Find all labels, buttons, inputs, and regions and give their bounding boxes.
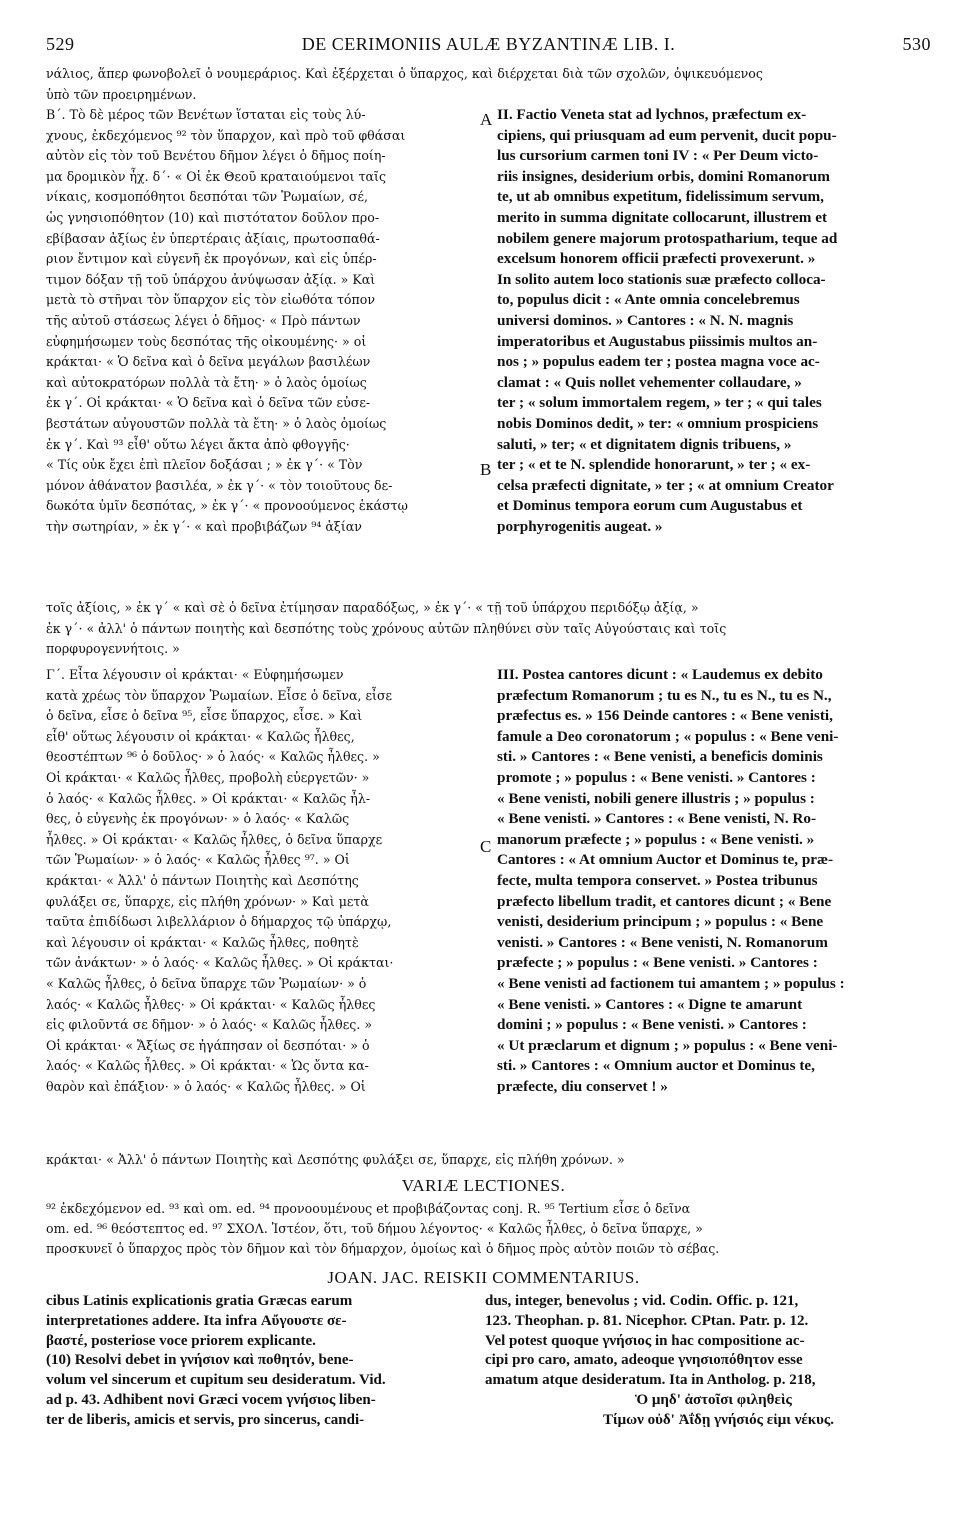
text-line: ter ; « solum immortalem regem, » ter ; « qui tales xyxy=(497,394,822,412)
text-line: ἦλθες. » Οἱ κράκται· « Καλῶς ἦλθες, ὁ δεῖνα ὕπαρχε xyxy=(46,831,383,847)
text-line: « Bene venisti, nobili genere illustris ; » populus : xyxy=(497,789,815,807)
margin-letter-a: A xyxy=(480,110,493,129)
latin-section-b xyxy=(497,105,937,537)
text-line: In solito autem loco stationis suæ præfecto colloca- xyxy=(497,270,826,288)
text-line: riis insignes, desiderium orbis, domini Romanorum xyxy=(497,167,830,185)
text-line: καὶ λέγουσιν οἱ κράκται· « Καλῶς ἦλθες, ποθητὲ xyxy=(46,934,359,950)
text-line: nobis Dominos dedit, » ter: « omnium prospiciens xyxy=(497,414,819,432)
text-line: θεοστέπτων ⁹⁶ ὁ δοῦλος· » ὁ λαός· « Καλῶς ἦλθες. » xyxy=(46,749,380,765)
text-line: Β΄. Τὸ δὲ μέρος τῶν Βενέτων ἵσταται εἰς τοὺς λύ- xyxy=(46,107,366,122)
text-line: Οἱ κράκται· « Καλῶς ἦλθες, προβολὴ εὐεργετῶν· » xyxy=(46,769,370,785)
text-line: fecte, multa tempora conservet. » Postea tribunus xyxy=(497,871,818,889)
text-line: ριον ἔντιμον καὶ εὐγενῆ ἐκ προγόνων, καὶ εἰς ὑπέρ- xyxy=(46,251,377,267)
text-line: manorum præfecte ; » populus : « Bene venisti. » xyxy=(497,830,815,848)
text-line: Ὁ μηδ' ἀστοῖσι φιληθεὶς xyxy=(635,1391,792,1408)
text-line: celsa præfecti dignitate, » ter ; « at omnium Creator xyxy=(497,476,834,494)
text-line: προσκυνεῖ ὁ ὕπαρχος πρὸς τὸν δῆμον καὶ τὸν δήμαρχον, ὁμοίως καὶ ὁ δῆμος πρὸς αὐτὸν ποιῶν τὸ σέβας. xyxy=(46,1241,720,1256)
text-line: « Bene venisti ad factionem tui amantem ; » populus : xyxy=(497,974,845,992)
text-line: ὡς γνησιοπόθητον (10) καὶ πιστότατον δοῦλον προ- xyxy=(46,209,380,225)
page-number-right: 530 xyxy=(902,34,931,54)
text-line: ter de liberis, amicis et servis, pro sincerus, candi- xyxy=(46,1411,365,1428)
text-line: τιμον δόξαν τῇ τοῦ ὑπάρχου ἀνύψωσαν ἀξίᾳ. » Καὶ xyxy=(46,271,376,287)
text-line: μόνον ἀθάνατον βασιλέα, » ἐκ γ΄· « τὸν τοιοῦτους δε- xyxy=(46,477,393,493)
text-line: nobilem genere majorum protospatharium, teque ad xyxy=(497,229,838,247)
text-line: Τίμων οὐδ' Ἀΐδῃ γνήσιός εἰμι νέκυς. xyxy=(603,1411,834,1428)
text-line: domini ; » populus : « Bene venisti. » Cantores : xyxy=(497,1016,807,1034)
text-line: nos ; » populus eadem ter ; postea magna voce ac- xyxy=(497,353,820,371)
text-line: cipiens, qui priusquam ad eum pervenit, ducit popu- xyxy=(497,126,837,144)
text-line: præfecte, diu conservet ! » xyxy=(497,1077,668,1095)
text-line: præfectum Romanorum ; tu es N., tu es N., tu es N., xyxy=(497,686,832,704)
text-line: 123. Theophan. p. 81. Nicephor. CPtan. Patr. p. 12. xyxy=(485,1312,809,1329)
text-line: (10) Resolvi debet in γνήσιον καὶ ποθητόν, bene- xyxy=(46,1352,354,1369)
text-line: porphyrogenitis augeat. » xyxy=(497,517,663,535)
text-line: ter ; « et te N. splendide honorarunt, » ter ; « ex- xyxy=(497,456,811,474)
text-line: volum vel sincerum et cupitum seu desideratum. Vid. xyxy=(46,1372,386,1389)
text-line: ὁ δεῖνα, εἶσε ὁ δεῖνα ⁹⁵, εἶσε ὕπαρχος, εἶσε. » Καὶ xyxy=(46,708,363,724)
text-line: « Καλῶς ἦλθες, ὁ δεῖνα ὕπαρχε τῶν Ῥωμαίων· » ὁ xyxy=(46,975,367,991)
text-line: Γ΄. Εἶτα λέγουσιν οἱ κράκται· « Εὐφημήσωμεν xyxy=(46,667,344,682)
text-line: ὁ λαός· « Καλῶς ἦλθες. » Οἱ κράκται· « Καλῶς ἦλ- xyxy=(46,790,371,806)
text-line: II. Factio Veneta stat ad lychnos, præfectum ex- xyxy=(497,106,807,123)
text-line: sti. » Cantores : « Bene venisti, a beneficis dominis xyxy=(497,748,823,766)
text-line: εβίβασαν ἀξίως ἐν ὑπερτέραις ἀξίαις, πρωτοσπαθά- xyxy=(46,230,380,246)
text-line: te, ut ab omnibus expetitum, fidelissimum servum, xyxy=(497,188,824,206)
commentary-right xyxy=(485,1292,937,1431)
greek-continuation-b xyxy=(46,598,936,660)
text-line: βεστάτων αὐγουστῶν πολλὰ τὰ ἔτη· » ὁ λαὸς ὁμοίως xyxy=(46,415,387,431)
text-line: χνους, ἐκδεχόμενος ⁹² τὸν ὕπαρχον, καὶ πρὸ τοῦ φθάσαι xyxy=(46,127,406,143)
text-line: præfecte ; » populus : « Bene venisti. » Cantores : xyxy=(497,954,818,972)
text-line: εἶθ' οὕτως λέγουσιν οἱ κράκται· « Καλῶς ἦλθες, xyxy=(46,728,355,744)
text-line: ad p. 43. Adhibent novi Græci vocem γνήσιος liben- xyxy=(46,1391,376,1408)
commentary-left xyxy=(46,1292,471,1431)
greek-section-b xyxy=(46,105,476,537)
text-line: νάλιος, ἅπερ φωνοβολεῖ ὁ νουμεράριος. Καὶ ἐξέρχεται ὁ ὕπαρχος, καὶ διέρχεται διὰ τῶν σχολῶν, ὀψικευόμενος xyxy=(46,66,763,81)
latin-section-c xyxy=(497,665,937,1097)
text-line: to, populus dicit : « Ante omnia concelebremus xyxy=(497,291,800,309)
text-line: πορφυρογεννήτοις. » xyxy=(46,641,180,657)
text-line: imperatoribus et Augustabus piissimis multos an- xyxy=(497,332,818,350)
text-line: τῆς αὐτοῦ στάσεως λέγει ὁ δῆμος· « Πρὸ πάντων xyxy=(46,312,361,328)
text-line: λαός· « Καλῶς ἦλθες· » Οἱ κράκται· « Καλῶς ἦλθες xyxy=(46,996,376,1012)
running-title: DE CERIMONIIS AULÆ BYZANTINÆ LIB. I. xyxy=(301,34,676,54)
text-line: Cantores : « At omnium Auctor et Dominus te, præ- xyxy=(497,851,834,869)
text-line: cibus Latinis explicationis gratia Græcas earum xyxy=(46,1293,353,1309)
page-number-left: 529 xyxy=(46,34,75,54)
greek-continuation-c xyxy=(46,1150,936,1171)
commentary-heading: JOAN. JAC. REISKII COMMENTARIUS. xyxy=(327,1268,640,1287)
text-line: dus, integer, benevolus ; vid. Codin. Offic. p. 121, xyxy=(485,1293,799,1309)
text-line: αὐτὸν εἰς τὸν τοῦ Βενέτου δῆμον λέγει ὁ δῆμος ποίη- xyxy=(46,148,386,164)
text-line: « Bene venisti. » Cantores : « Bene venisti, N. Ro- xyxy=(497,810,817,828)
variae-lectiones-heading: VARIÆ LECTIONES. xyxy=(401,1176,566,1195)
text-line: famule a Deo coronatorum ; « populus : « Bene veni- xyxy=(497,727,839,745)
text-line: præfectus es. » 156 Deinde cantores : « Bene venisti, xyxy=(497,707,833,725)
text-line: merito in summa dignitate collocarunt, illustrem et xyxy=(497,208,828,226)
text-line: δωκότα ὑμῖν δεσπότας, » ἐκ γ΄· « προνοούμενος ἑκάστῳ xyxy=(46,498,408,514)
text-line: lus cursorium carmen toni IV : « Per Deum victo- xyxy=(497,147,819,165)
text-line: Οἱ κράκται· « Ἄξίως σε ἠγάπησαν οἱ δεσπόται· » ὁ xyxy=(46,1037,370,1053)
text-line: καὶ αὐτοκρατόρων πολλὰ τὰ ἔτη· » ὁ λαὸς ὁμοίως xyxy=(46,374,367,390)
intro-paragraph xyxy=(46,64,936,105)
text-line: νίκαις, κοσμοπόθητοι δεσπόται τῶν Ῥωμαίων, σέ, xyxy=(46,189,369,205)
text-line: μα δρομικὸν ἦχ. δ΄· « Οἱ ἐκ Θεοῦ κραταιούμενοι ταῖς xyxy=(46,168,387,184)
text-line: amatum atque desideratum. Ita in Antholog. p. 218, xyxy=(485,1372,816,1389)
text-line: ὑπὸ τῶν προειρημένων. xyxy=(46,86,197,102)
text-line: κράκται· « Ἀλλ' ὁ πάντων Ποιητὴς καὶ Δεσπότης φυλάξει σε, ὕπαρχε, εἰς πλήθη χρόνων. » xyxy=(46,1152,625,1167)
text-line: « Τίς οὐκ ἔχει ἐπὶ πλεῖον δοξάσαι ; » ἐκ γ΄· « Τὸν xyxy=(46,457,363,473)
text-line: cipi pro caro, amato, adeoque γνησιοπόθητον esse xyxy=(485,1352,803,1369)
text-line: ἐκ γ΄. Καὶ ⁹³ εἶθ' οὕτω λέγει ἄκτα ἀπὸ φθογγῆς· xyxy=(46,436,350,452)
text-line: εἰς φιλοῦντά σε δῆμον· » ὁ λαός· « Καλῶς ἦλθες. » xyxy=(46,1017,373,1033)
text-line: clamat : « Quis nollet vehementer collaudare, » xyxy=(497,373,802,391)
variae-lectiones xyxy=(46,1199,936,1259)
text-line: præfecto libellum tradit, et cantores dicunt ; « Bene xyxy=(497,892,832,910)
text-line: τῶν ἀνάκτων· » ὁ λαός· « Καλῶς ἦλθες. » Οἱ κράκται· xyxy=(46,955,394,971)
text-line: τὴν σωτηρίαν, » ἐκ γ΄· « καὶ προβιβάζων ⁹⁴ ἀξίαν xyxy=(46,518,362,534)
text-line: κατὰ χρέως τὸν ὕπαρχον Ῥωμαίων. Εἶσε ὁ δεῖνα, εἶσε xyxy=(46,687,393,703)
text-line: om. ed. ⁹⁶ θεόστεπτος ed. ⁹⁷ ΣΧΟΛ. Ἰστέον, ὅτι, τοῦ δήμου λέγοντος· « Καλῶς ἦλθες, ὁ δεῖνα ὕπαρχε, » xyxy=(46,1221,703,1236)
greek-section-c xyxy=(46,665,476,1097)
text-line: λαός· « Καλῶς ἦλθες. » Οἱ κράκται· « Ὡς ὄντα κα- xyxy=(46,1058,369,1074)
text-line: μετὰ τὸ στῆναι τὸν ὕπαρχον εἰς τὸν εἰωθότα τόπον xyxy=(46,292,376,308)
text-line: θες, ὁ εὐγενὴς ἐκ προγόνων· » ὁ λαός· « Καλῶς xyxy=(46,811,350,827)
text-line: universi dominos. » Cantores : « N. N. magnis xyxy=(497,311,794,329)
text-line: ταῦτα ἐπιδίδωσι λιβελλάριον ὁ δήμαρχος τῷ ὑπάρχῳ, xyxy=(46,914,392,930)
text-line: saluti, » ter; « et dignitatem dignis tribuens, » xyxy=(497,435,792,453)
text-line: βαστέ, posteriose voce priorem explicante. xyxy=(46,1332,316,1349)
text-line: ⁹² ἐκδεχόμενον ed. ⁹³ καὶ om. ed. ⁹⁴ προνοουμένους et προβιβάζοντας conj. R. ⁹⁵ Tertium εἶσε ὁ δεῖνα xyxy=(46,1201,691,1216)
text-line: et Dominus tempora eorum cum Augustabus et xyxy=(497,497,803,515)
text-line: φυλάξει σε, ὕπαρχε, εἰς πλήθη χρόνων· » Καὶ μετὰ xyxy=(46,893,369,909)
text-line: ἐκ γ΄. Οἱ κράκται· « Ὁ δεῖνα καὶ ὁ δεῖνα τῶν εὐσε- xyxy=(46,395,371,411)
text-line: sti. » Cantores : « Omnium auctor et Dominus te, xyxy=(497,1057,815,1075)
text-line: Vel potest quoque γνήσιος in hac compositione ac- xyxy=(485,1332,805,1349)
text-line: venisti. » Cantores : « Bene venisti, N. Romanorum xyxy=(497,933,828,951)
text-line: τοῖς ἀξίοις, » ἐκ γ΄ « καὶ σὲ ὁ δεῖνα ἐτίμησαν παραδόξως, » ἐκ γ΄· « τῇ τοῦ ὑπάρχου περιδόξῳ ἀξίᾳ, » xyxy=(46,600,699,615)
text-line: εὐφημήσωμεν τοὺς δεσπότας τῆς οἰκουμένης· » οἱ xyxy=(46,333,367,349)
text-line: θαρὸν καὶ ἐπάξιον· » ὁ λαός· « Καλῶς ἦλθες. » Οἱ xyxy=(46,1078,366,1094)
text-line: κράκται· « Ἀλλ' ὁ πάντων Ποιητὴς καὶ Δεσπότης xyxy=(46,872,359,888)
text-line: « Ut præclarum et dignum ; » populus : « Bene veni- xyxy=(497,1036,838,1054)
text-line: venisti, desiderium principum ; » populus : « Bene xyxy=(497,913,824,931)
text-line: excelsum honorem officii præfecti provexerunt. » xyxy=(497,250,816,268)
text-line: « Bene venisti. » Cantores : « Digne te amarunt xyxy=(497,995,803,1013)
text-line: interpretationes addere. Ita infra Αὔγουστε σε- xyxy=(46,1312,347,1329)
text-line: κράκται· « Ὁ δεῖνα καὶ ὁ δεῖνα μεγάλων βασιλέων xyxy=(46,354,371,370)
running-header xyxy=(46,34,931,56)
text-line: τῶν Ῥωμαίων· » ὁ λαός· « Καλῶς ἦλθες ⁹⁷. » Οἱ xyxy=(46,852,350,868)
margin-letter-c: C xyxy=(480,837,492,856)
text-line: promote ; » populus : « Bene venisti. » Cantores : xyxy=(497,768,816,786)
text-line: ἐκ γ΄· « ἀλλ' ὁ πάντων ποιητὴς καὶ δεσπότης τοὺς χρόνους αὐτῶν πληθύνει σὺν ταῖς Αὐγούσταις καὶ τοῖς xyxy=(46,620,727,636)
margin-letter-b: B xyxy=(480,460,492,479)
text-line: III. Postea cantores dicunt : « Laudemus ex debito xyxy=(497,666,823,683)
